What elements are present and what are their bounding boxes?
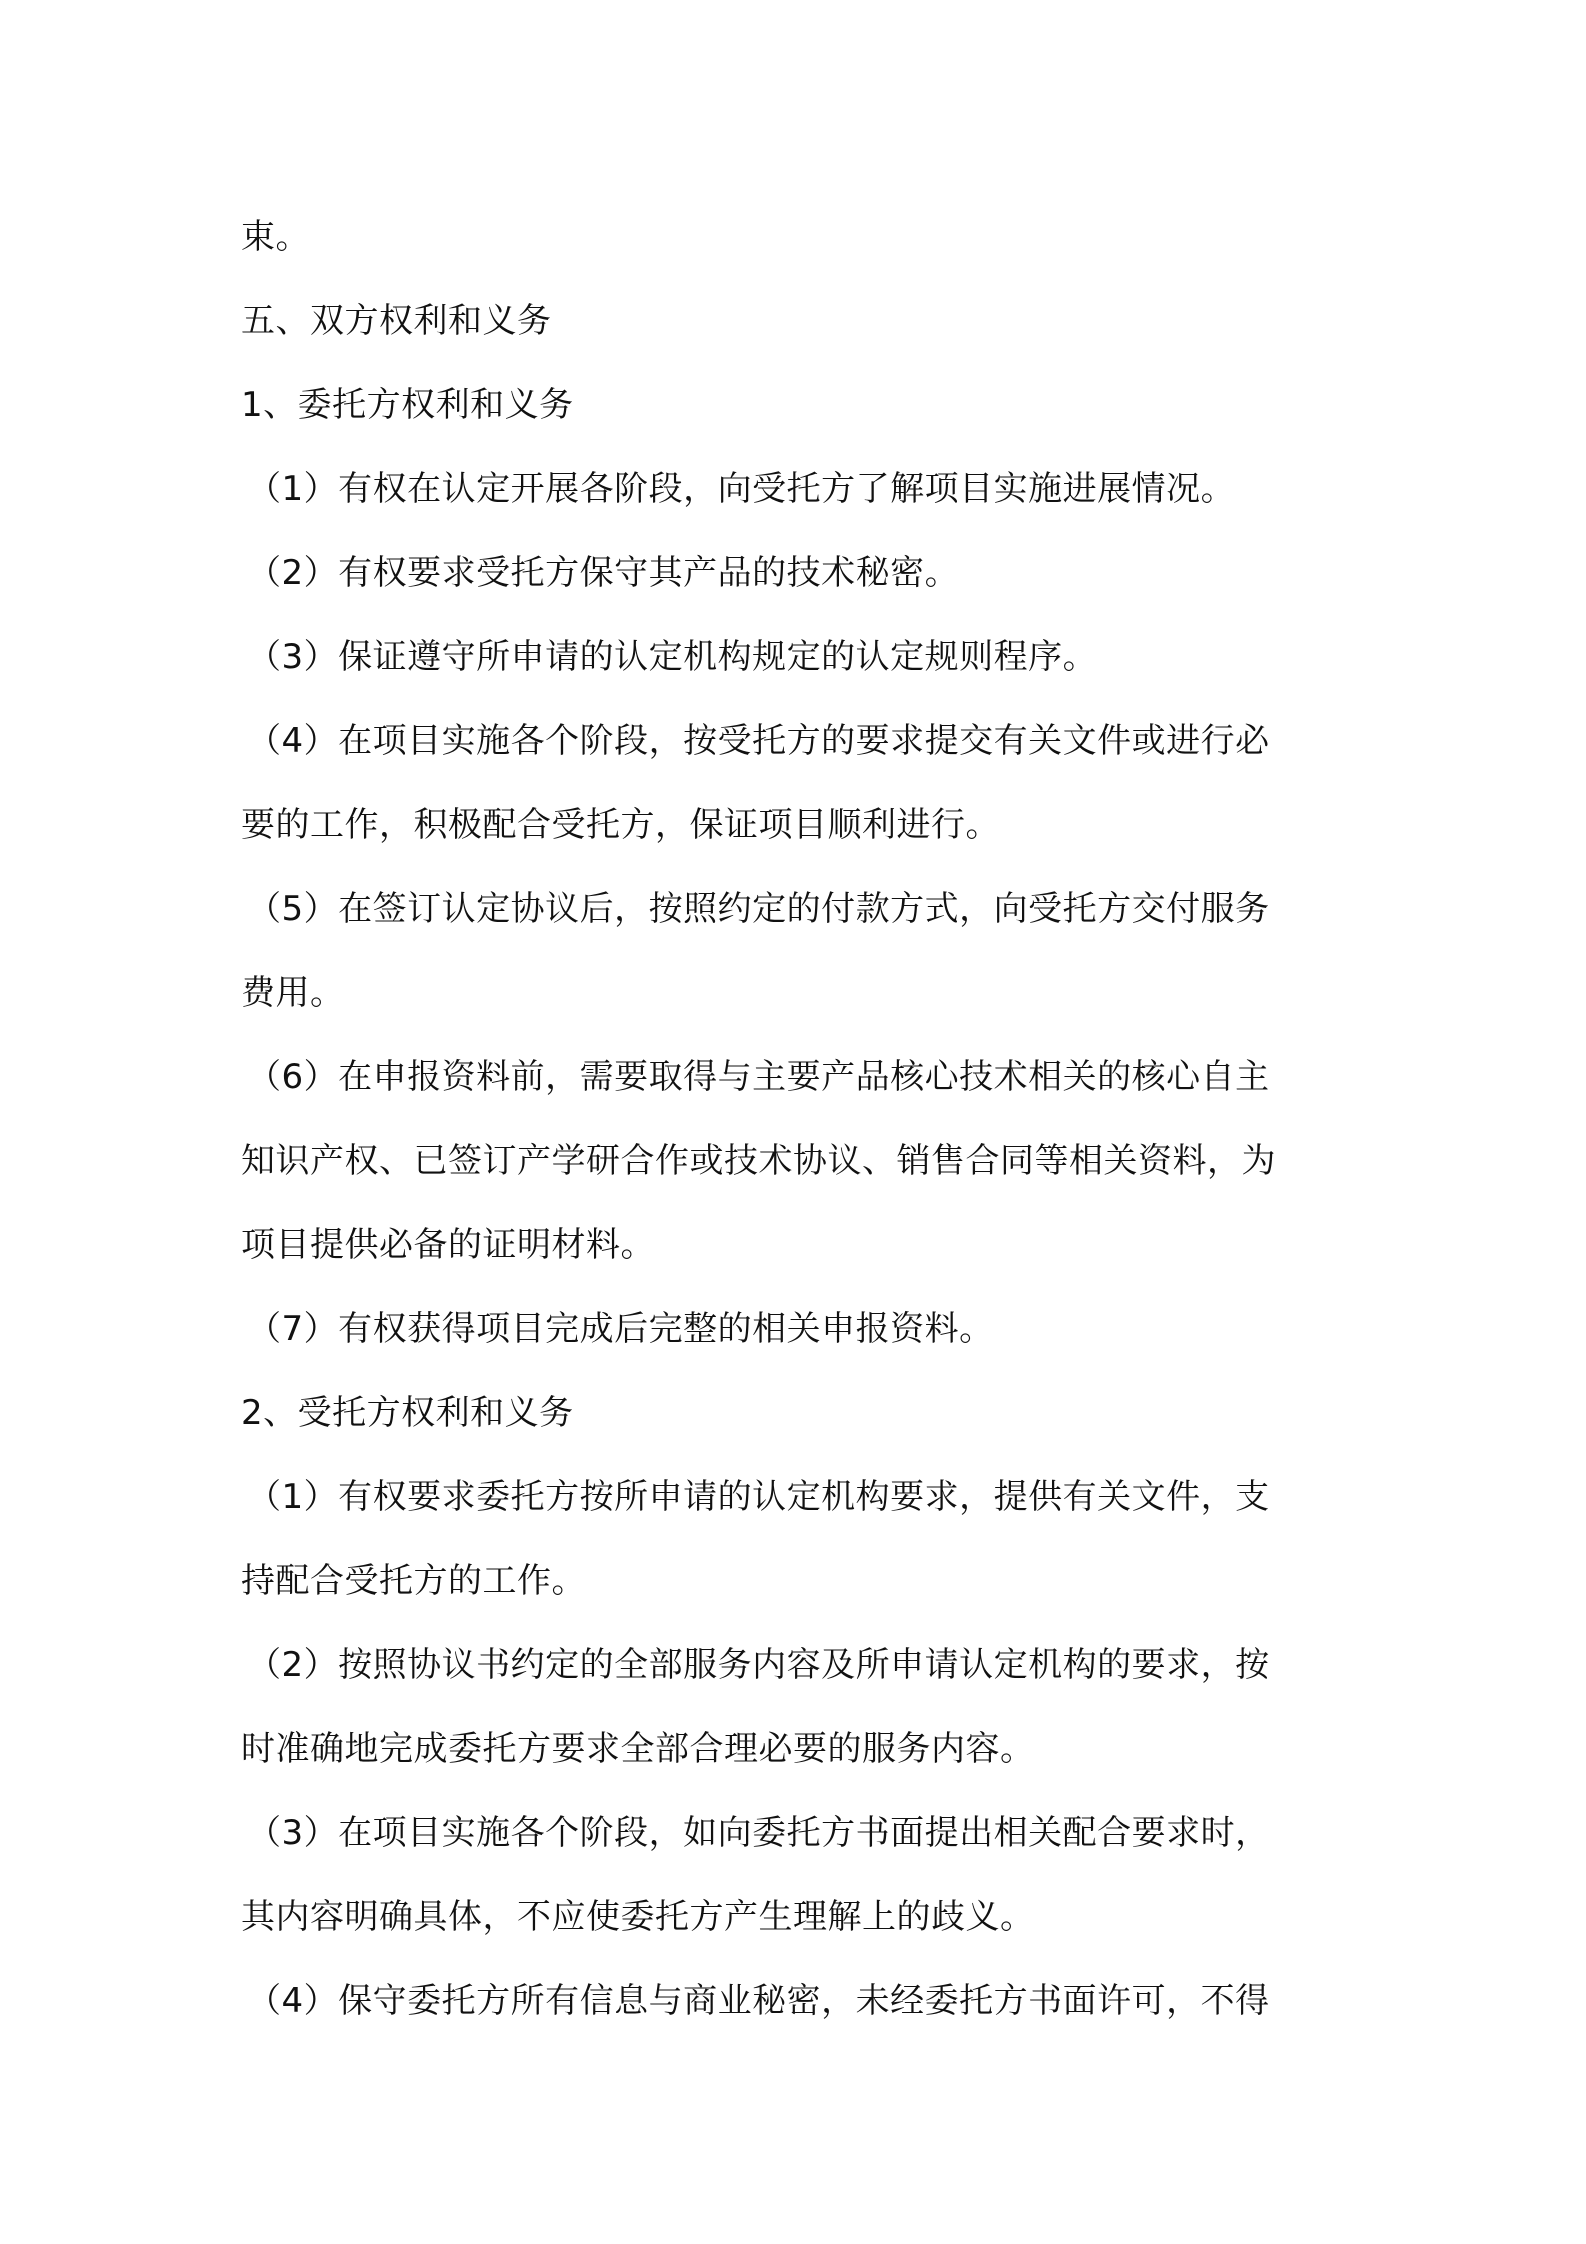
section-heading: 五、双方权利和义务 — [241, 301, 552, 341]
list-item: （7）有权获得项目完成后完整的相关申报资料。 — [247, 1309, 994, 1349]
document-body — [241, 195, 1356, 2043]
list-item: （1）有权在认定开展各阶段，向受托方了解项目实施进展情况。 — [247, 469, 1236, 509]
list-item-continuation: 要的工作，积极配合受托方，保证项目顺利进行。 — [241, 805, 1000, 845]
subsection-heading: 2、受托方权利和义务 — [241, 1393, 574, 1433]
list-item: （1）有权要求委托方按所申请的认定机构要求，提供有关文件，支 — [247, 1477, 1270, 1517]
list-item: （4）保守委托方所有信息与商业秘密，未经委托方书面许可，不得 — [247, 1981, 1270, 2021]
list-item-continuation: 其内容明确具体，不应使委托方产生理解上的歧义。 — [241, 1897, 1035, 1937]
list-item-continuation: 知识产权、已签订产学研合作或技术协议、销售合同等相关资料，为 — [241, 1141, 1276, 1181]
text-line: 束。 — [241, 217, 310, 257]
list-item-continuation: 时准确地完成委托方要求全部合理必要的服务内容。 — [241, 1729, 1035, 1769]
subsection-heading: 1、委托方权利和义务 — [241, 385, 574, 425]
list-item: （4）在项目实施各个阶段，按受托方的要求提交有关文件或进行必 — [247, 721, 1270, 761]
list-item-continuation: 持配合受托方的工作。 — [241, 1561, 586, 1601]
list-item-continuation: 项目提供必备的证明材料。 — [241, 1225, 655, 1265]
list-item: （6）在申报资料前，需要取得与主要产品核心技术相关的核心自主 — [247, 1057, 1270, 1097]
list-item: （3）保证遵守所申请的认定机构规定的认定规则程序。 — [247, 637, 1098, 677]
list-item: （2）按照协议书约定的全部服务内容及所申请认定机构的要求，按 — [247, 1645, 1270, 1685]
list-item: （5）在签订认定协议后，按照约定的付款方式，向受托方交付服务 — [247, 889, 1270, 929]
list-item: （3）在项目实施各个阶段，如向委托方书面提出相关配合要求时， — [247, 1813, 1270, 1853]
list-item: （2）有权要求受托方保守其产品的技术秘密。 — [247, 553, 960, 593]
list-item-continuation: 费用。 — [241, 973, 345, 1013]
